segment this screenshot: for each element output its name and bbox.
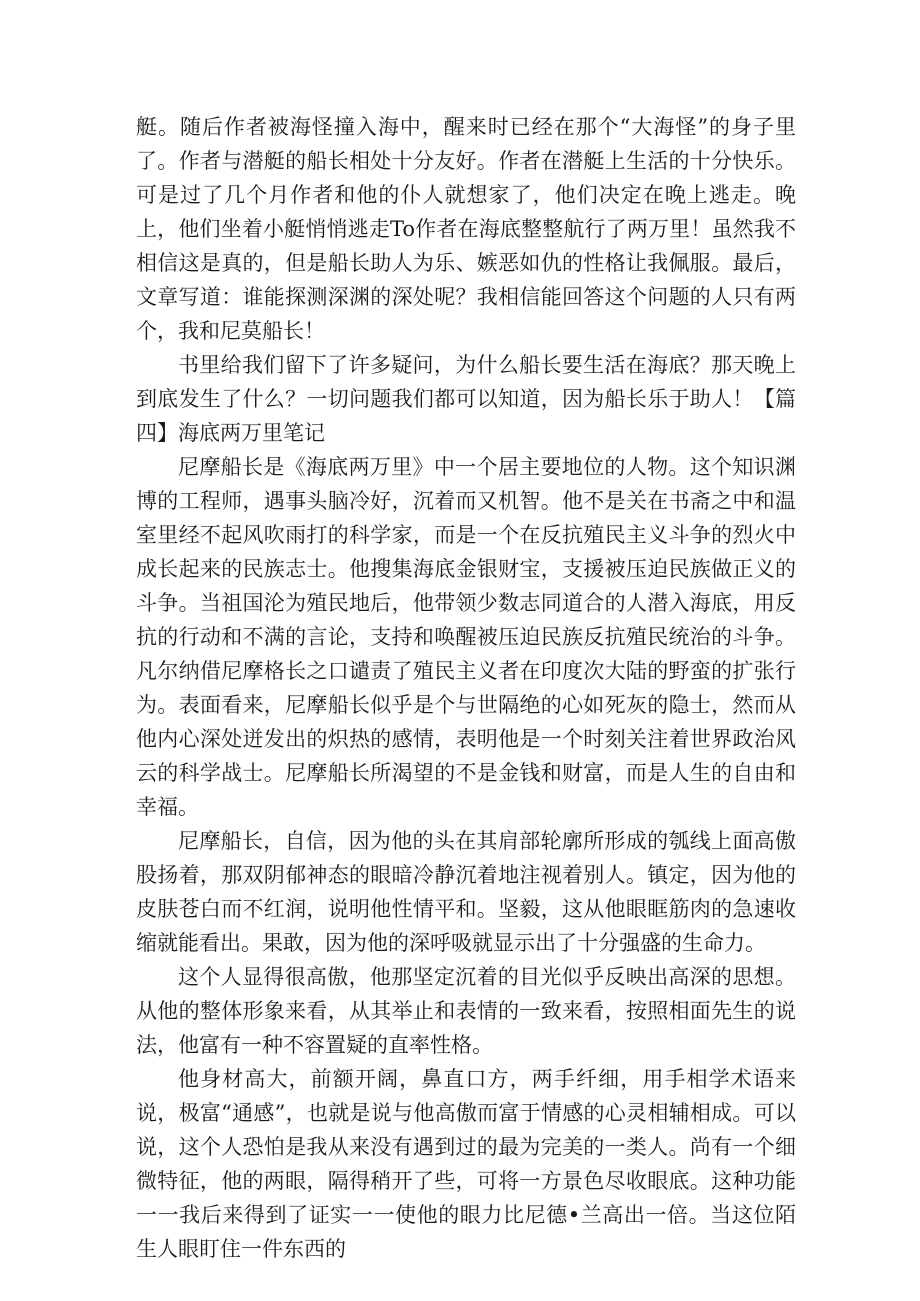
paragraph-3: 尼摩船长是《海底两万里》中一个居主要地位的人物。这个知识渊博的工程师，遇事头脑冷好，沉着而又机智。他不是关在书斋之中和温室里经不起风吹雨打的科学家，而是一个在反抗殖民主义斗争的烈火中成长起来的民族志士。他搜集海底金银财宝，支援被压迫民族做正义的斗争。当祖国沦为殖民地后，他带领少数志同道合的人潜入海底，用反抗的行动和不满的言论，支持和唤醒被压迫民族反抗殖民统治的斗争。凡尔纳借尼摩格长之口谴责了殖民主义者在印度次大陆的野蛮的扩张行为。表面看来，尼摩船长似乎是个与世隔绝的心如死灰的隐士，然而从他内心深处迸发出的炽热的感情，表明他是一个时刻关注着世界政治风云的科学战士。尼摩船长所渴望的不是金钱和财富，而是人生的自由和幸福。 bbox=[136, 455, 796, 819]
paragraph-1: 艇。随后作者被海怪撞入海中，醒来时已经在那个“大海怪”的身子里了。作者与潜艇的船长相处十分友好。作者在潜艇上生活的十分快乐。可是过了几个月作者和他的仆人就想家了，他们决定在晚上逃走。晚上，他们坐着小艇悄悄逃走To作者在海底整整航行了两万里！虽然我不相信这是真的，但是船长助人为乐、嫉恶如仇的性格让我佩服。最后，文章写道：谁能探测深渊的深处呢？我相信能回答这个问题的人只有两个，我和尼莫船长！ bbox=[136, 115, 796, 343]
document-body bbox=[136, 110, 796, 1266]
paragraph-5: 这个人显得很高傲，他那坚定沉着的目光似乎反映出高深的思想。从他的整体形象来看，从其举止和表情的一致来看，按照相面先生的说法，他富有一种不容置疑的直率性格。 bbox=[136, 965, 796, 1057]
paragraph-4: 尼摩船长，自信，因为他的头在其肩部轮廓所形成的瓠线上面高傲股扬着，那双阴郁神态的眼暗冷静沉着地注视着别人。镇定，因为他的皮肤苍白而不红润，说明他性情平和。坚毅，这从他眼眶筋肉的急速收缩就能看出。果敢，因为他的深呼吸就显示出了十分强盛的生命力。 bbox=[136, 829, 796, 955]
paragraph-2: 书里给我们留下了许多疑问，为什么船长要生活在海底？那天晚上到底发生了什么？一切问题我们都可以知道，因为船长乐于助人！【篇四】海底两万里笔记 bbox=[136, 353, 796, 445]
paragraph-6: 他身材高大，前额开阔，鼻直口方，两手纤细，用手相学术语来说，极富“通感”，也就是说与他高傲而富于情感的心灵相辅相成。可以说，这个人恐怕是我从来没有遇到过的最为完美的一类人。尚有一个细微特征，他的两眼，隔得稍开了些，可将一方景色尽收眼底。这种功能一一我后来得到了证实一一使他的眼力比尼德•兰高出一倍。当这位陌生人眼盯住一件东西的 bbox=[136, 1067, 796, 1261]
